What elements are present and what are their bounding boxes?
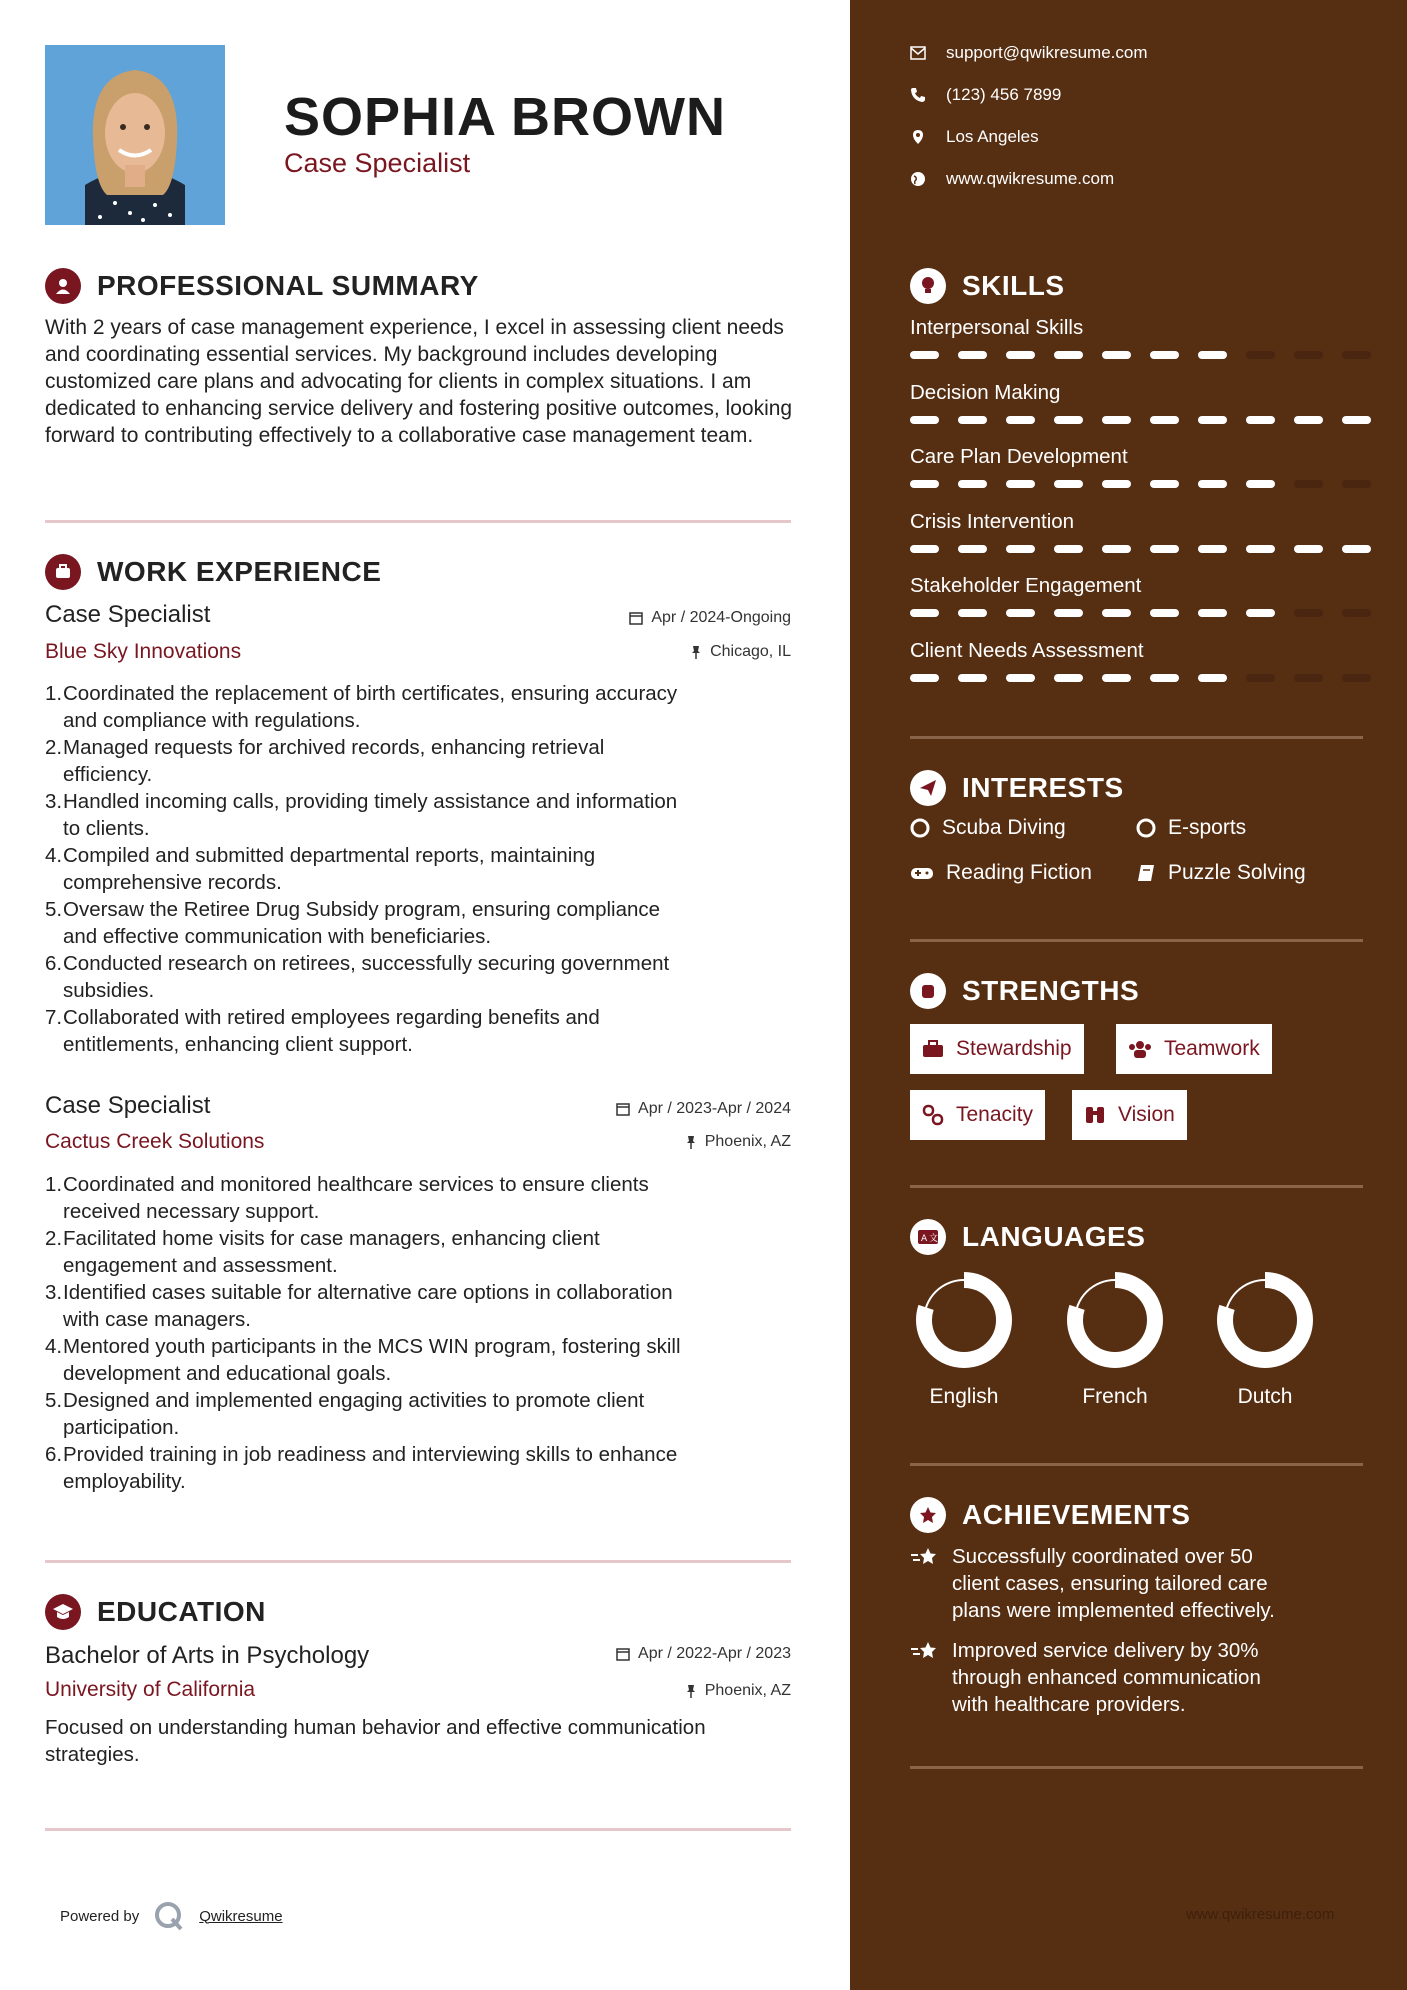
bullet-line: Facilitated home visits for case managers, enhancing client — [63, 1227, 600, 1250]
svg-text:文: 文 — [929, 1234, 939, 1244]
skill-dash — [1102, 480, 1131, 488]
skill-name: Stakeholder Engagement — [910, 574, 1142, 597]
sidebar-divider — [910, 1766, 1363, 1769]
contact-website[interactable] — [910, 169, 1114, 189]
bullet-line: Mentored youth participants in the MCS WIN program, fostering skill — [63, 1335, 681, 1358]
section-divider — [45, 1828, 791, 1831]
phone-icon — [910, 87, 926, 103]
strengths-title: STRENGTHS — [962, 975, 1140, 1006]
achievement-line: with healthcare providers. — [952, 1693, 1186, 1716]
bullet-line: employability. — [63, 1470, 186, 1493]
skill-name: Crisis Intervention — [910, 509, 1075, 533]
skill-dash — [1006, 545, 1035, 553]
bullet-line: participation. — [63, 1416, 180, 1439]
sidebar-divider — [910, 1185, 1363, 1188]
bullet-line: Designed and implemented engaging activities to promote client — [63, 1389, 645, 1412]
star-badge-icon — [910, 1497, 946, 1533]
skill-dash — [1006, 480, 1035, 488]
bullet-line: development and educational goals. — [63, 1362, 392, 1385]
language-progress-ring — [1065, 1270, 1165, 1370]
section-divider — [45, 1560, 791, 1563]
skill-dash — [958, 609, 987, 617]
bullet-line: Managed requests for archived records, enhancing retrieval — [63, 736, 605, 759]
bullet-line: Coordinated the replacement of birth certificates, ensuring accuracy — [63, 682, 678, 705]
achievement-line: Successfully coordinated over 50 — [952, 1545, 1253, 1568]
bullet-text — [63, 1225, 600, 1279]
skill-dash — [958, 545, 987, 553]
job-bullets — [45, 1171, 795, 1495]
bullet-text — [63, 1004, 600, 1058]
language-progress-ring — [1215, 1270, 1315, 1370]
job-bullet — [45, 734, 795, 788]
profile-photo — [45, 45, 225, 225]
skill-dash — [1054, 545, 1083, 553]
strength-tag — [910, 1090, 1045, 1140]
briefcase-icon — [922, 1040, 944, 1058]
education-description: Focused on understanding human behavior and effective communication strategies. — [45, 1716, 706, 1766]
skill-dash — [910, 609, 939, 617]
strength-label: Stewardship — [956, 1037, 1072, 1060]
envelope-icon — [910, 46, 926, 60]
achievement-line: Improved service delivery by 30% — [952, 1639, 1259, 1662]
bullet-number: 7. — [45, 1006, 63, 1029]
interest-item — [1136, 816, 1246, 840]
skill-dash — [1150, 674, 1179, 682]
skill-dash — [1150, 545, 1179, 553]
skill-dash — [1246, 545, 1275, 553]
gamepad-icon — [910, 865, 934, 881]
interests-title: INTERESTS — [962, 772, 1124, 803]
skill-dash — [1246, 351, 1275, 359]
skill-dash — [1294, 545, 1323, 553]
job-dates — [629, 609, 791, 627]
job-bullet — [45, 1333, 795, 1387]
skill-dash — [1246, 674, 1275, 682]
language-label: French — [1082, 1385, 1148, 1408]
job-company: Cactus Creek Solutions — [45, 1130, 265, 1153]
job-location — [690, 643, 791, 661]
powered-by — [60, 1900, 283, 1932]
skill-dash — [1102, 674, 1131, 682]
skill-level-bar — [910, 674, 1371, 682]
skill-dash — [1054, 674, 1083, 682]
bullet-text — [63, 1441, 677, 1495]
skill-dash — [1102, 351, 1131, 359]
languages-title: LANGUAGES — [962, 1221, 1146, 1252]
job-bullet — [45, 1171, 795, 1225]
skill-dash — [958, 480, 987, 488]
pin-icon — [690, 645, 702, 659]
life-ring-icon — [1136, 818, 1156, 838]
education-location-text: Phoenix, AZ — [704, 1682, 791, 1699]
interest-item — [1136, 861, 1306, 885]
job-location — [685, 1133, 791, 1151]
interests-heading — [910, 770, 1124, 806]
job-title: Case Specialist — [45, 601, 211, 628]
book-icon — [1136, 863, 1156, 883]
graduation-cap-icon — [45, 1594, 81, 1630]
skill-dash — [1054, 609, 1083, 617]
job-bullet — [45, 1225, 795, 1279]
skill-dash — [1054, 351, 1083, 359]
contact-location — [910, 127, 1039, 147]
footer-url: www.qwikresume.com — [1186, 1906, 1335, 1923]
skill-dash — [910, 416, 939, 424]
language-icon — [910, 1219, 946, 1255]
bullet-line: Compiled and submitted departmental reports, maintaining — [63, 844, 596, 867]
bullet-line: Handled incoming calls, providing timely assistance and information — [63, 790, 678, 813]
sidebar-divider — [910, 1463, 1363, 1466]
skill-dash — [1294, 416, 1323, 424]
skill-dash — [1150, 609, 1179, 617]
bullet-text — [63, 734, 604, 788]
bullet-line: Identified cases suitable for alternative care options in collaboration — [63, 1281, 673, 1304]
skill-dash — [958, 416, 987, 424]
bullet-number: 3. — [45, 790, 63, 813]
contact-phone-text: (123) 456 7899 — [946, 85, 1062, 104]
bullet-text — [63, 680, 677, 734]
interest-label: Puzzle Solving — [1168, 861, 1306, 884]
bullet-number: 5. — [45, 1389, 63, 1412]
skill-name: Decision Making — [910, 380, 1061, 404]
language-label: Dutch — [1237, 1385, 1293, 1408]
job-title: Case Specialist — [45, 1092, 211, 1119]
bullet-number: 3. — [45, 1281, 63, 1304]
bullet-line: Oversaw the Retiree Drug Subsidy program, ensuring compliance — [63, 898, 661, 921]
skill-dash — [910, 674, 939, 682]
bullet-number: 5. — [45, 898, 63, 921]
skill-name: Client Needs Assessment — [910, 638, 1144, 662]
strengths-heading — [910, 973, 1139, 1009]
skill-dash — [1006, 609, 1035, 617]
skill-dash — [958, 351, 987, 359]
education-dates — [616, 1645, 791, 1663]
achievement-line: through enhanced communication — [952, 1666, 1261, 1689]
calendar-icon — [616, 1102, 630, 1116]
globe-icon — [910, 171, 926, 187]
pin-icon — [685, 1135, 697, 1149]
summary-title: PROFESSIONAL SUMMARY — [97, 270, 479, 301]
language-item — [1055, 1270, 1175, 1409]
bullet-line: with case managers. — [63, 1308, 252, 1331]
skill-level-bar — [910, 609, 1371, 617]
skill-dash — [1198, 545, 1227, 553]
map-marker-icon — [910, 129, 926, 145]
experience-heading — [45, 554, 381, 590]
achievements-heading — [910, 1497, 1190, 1533]
powered-by-label: Powered by — [60, 1907, 140, 1925]
skill-dash — [1102, 609, 1131, 617]
bullet-text — [63, 896, 660, 950]
bullet-line: Collaborated with retired employees regarding benefits and — [63, 1006, 600, 1029]
bullet-text — [63, 1279, 673, 1333]
bullet-number: 1. — [45, 1173, 63, 1196]
skill-level-bar — [910, 351, 1371, 359]
job-bullet — [45, 680, 795, 734]
skill-dash — [1150, 480, 1179, 488]
shooting-star-icon — [910, 1546, 940, 1568]
interest-item — [910, 816, 1066, 840]
skill-dash — [1294, 480, 1323, 488]
contact-email[interactable] — [910, 43, 1148, 63]
skill-name: Care Plan Development — [910, 445, 1128, 468]
experience-title: WORK EXPERIENCE — [97, 556, 382, 587]
language-label: English — [929, 1385, 999, 1408]
bullet-text — [63, 788, 677, 842]
bullet-line: and compliance with regulations. — [63, 709, 361, 732]
skill-name: Interpersonal Skills — [910, 316, 1084, 339]
users-icon — [1128, 1040, 1152, 1058]
bullet-text — [63, 1171, 649, 1225]
skill-dash — [1246, 480, 1275, 488]
skill-dash — [1198, 416, 1227, 424]
bullet-number: 2. — [45, 1227, 63, 1250]
interest-label: Scuba Diving — [942, 816, 1066, 839]
bullet-number: 6. — [45, 952, 63, 975]
bullet-number: 4. — [45, 1335, 63, 1358]
contact-email-text: support@qwikresume.com — [946, 43, 1148, 62]
bullet-text — [63, 1387, 644, 1441]
job-bullet — [45, 950, 795, 1004]
language-item — [1205, 1270, 1325, 1409]
candidate-role: Case Specialist — [284, 148, 471, 178]
skill-level-bar — [910, 545, 1371, 553]
bullet-line: Coordinated and monitored healthcare services to ensure clients — [63, 1173, 649, 1196]
bullet-number: 1. — [45, 682, 63, 705]
skill-dash — [910, 351, 939, 359]
skill-dash — [1150, 416, 1179, 424]
bullet-number: 2. — [45, 736, 63, 759]
language-progress-ring — [914, 1270, 1014, 1370]
skill-dash — [958, 674, 987, 682]
skill-dash — [1342, 674, 1371, 682]
bullet-line: Provided training in job readiness and interviewing skills to enhance — [63, 1443, 678, 1466]
bullet-number: 6. — [45, 1443, 63, 1466]
user-icon — [45, 268, 81, 304]
skill-dash — [1342, 545, 1371, 553]
qwikresume-logo-icon — [153, 1900, 185, 1932]
skill-dash — [1102, 416, 1131, 424]
bullet-line: efficiency. — [63, 763, 153, 786]
education-heading — [45, 1594, 266, 1630]
bullet-text — [63, 842, 595, 896]
svg-text:A: A — [921, 1234, 928, 1244]
job-dates-text: Apr / 2023-Apr / 2024 — [638, 1100, 791, 1117]
link-icon — [922, 1104, 944, 1126]
skill-level-bar — [910, 480, 1371, 488]
strength-tag — [1072, 1090, 1187, 1140]
skill-dash — [1006, 351, 1035, 359]
bullet-line: to clients. — [63, 817, 150, 840]
sidebar-divider — [910, 939, 1363, 942]
skill-dash — [1342, 609, 1371, 617]
bullet-line: entitlements, enhancing client support. — [63, 1033, 413, 1056]
strength-label: Teamwork — [1164, 1037, 1260, 1060]
job-dates-text: Apr / 2024-Ongoing — [651, 609, 791, 626]
strength-label: Tenacity — [956, 1103, 1034, 1126]
bullet-line: engagement and assessment. — [63, 1254, 338, 1277]
education-title: EDUCATION — [97, 1596, 266, 1627]
job-dates — [616, 1100, 791, 1118]
skill-dash — [1102, 545, 1131, 553]
skill-dash — [1294, 609, 1323, 617]
strength-tag — [1116, 1024, 1272, 1074]
job-bullet — [45, 842, 795, 896]
bullet-line: and effective communication with beneficiaries. — [63, 925, 492, 948]
contact-website-text: www.qwikresume.com — [946, 169, 1115, 188]
skill-dash — [1054, 416, 1083, 424]
skill-dash — [910, 480, 939, 488]
skill-level-bar — [910, 416, 1371, 424]
bullet-line: subsidies. — [63, 979, 155, 1002]
contact-location-text: Los Angeles — [946, 127, 1039, 146]
interest-item — [910, 861, 1092, 885]
bullet-text — [63, 950, 669, 1004]
job-bullet — [45, 1279, 795, 1333]
bullet-line: received necessary support. — [63, 1200, 320, 1223]
calendar-icon — [629, 611, 643, 625]
fist-icon — [910, 973, 946, 1009]
interest-label: E-sports — [1168, 816, 1247, 839]
skill-dash — [1198, 351, 1227, 359]
paper-plane-icon — [910, 770, 946, 806]
school-name: University of California — [45, 1678, 256, 1701]
strength-tag — [910, 1024, 1084, 1074]
job-bullet — [45, 1004, 795, 1058]
bullet-line: comprehensive records. — [63, 871, 282, 894]
summary-text: With 2 years of case management experience, I excel in assessing client needs and coordinating essential services. My background includes developing customized care plans and advocating for clients in complex situations. I am dedicated to enhancing service delivery and fostering positive outcomes, looking forward to contributing effectively to a collaborative case management team. — [45, 316, 793, 447]
skill-dash — [1342, 480, 1371, 488]
job-company: Blue Sky Innovations — [45, 640, 242, 663]
lightbulb-icon — [910, 268, 946, 304]
calendar-icon — [616, 1647, 630, 1661]
language-item — [904, 1270, 1024, 1409]
contact-phone[interactable] — [910, 85, 1061, 105]
job-bullet — [45, 1441, 795, 1495]
strength-label: Vision — [1118, 1103, 1175, 1126]
skill-dash — [910, 545, 939, 553]
skill-dash — [1198, 480, 1227, 488]
section-divider — [45, 520, 791, 523]
skills-title: SKILLS — [962, 270, 1065, 301]
job-bullet — [45, 788, 795, 842]
skill-dash — [1342, 351, 1371, 359]
job-bullet — [45, 1387, 795, 1441]
skill-dash — [1246, 609, 1275, 617]
skill-dash — [1006, 674, 1035, 682]
job-location-text: Chicago, IL — [710, 643, 791, 660]
summary-heading — [45, 268, 479, 304]
interest-label: Reading Fiction — [946, 861, 1092, 884]
shooting-star-icon — [910, 1640, 940, 1662]
bullet-text — [63, 1333, 681, 1387]
bullet-line: Conducted research on retirees, successfully securing government — [63, 952, 670, 975]
achievements-title: ACHIEVEMENTS — [962, 1499, 1191, 1530]
sidebar-divider — [910, 736, 1363, 739]
achievement-item — [910, 1637, 1350, 1718]
achievement-line: client cases, ensuring tailored care — [952, 1572, 1268, 1595]
binoculars-icon — [1084, 1105, 1106, 1125]
pin-icon — [685, 1684, 697, 1698]
achievement-item — [910, 1543, 1350, 1624]
bullet-number: 4. — [45, 844, 63, 867]
job-bullet — [45, 896, 795, 950]
skill-dash — [1246, 416, 1275, 424]
skill-dash — [1054, 480, 1083, 488]
skills-heading — [910, 268, 1065, 304]
qwikresume-link[interactable]: Qwikresume — [199, 1907, 283, 1925]
languages-heading — [910, 1219, 1145, 1255]
degree-title: Bachelor of Arts in Psychology — [45, 1642, 370, 1669]
skill-dash — [1294, 674, 1323, 682]
education-location — [685, 1682, 791, 1700]
skill-dash — [1198, 609, 1227, 617]
candidate-name: SOPHIA BROWN — [284, 87, 726, 147]
briefcase-icon — [45, 554, 81, 590]
skill-dash — [1342, 416, 1371, 424]
achievement-line: plans were implemented effectively. — [952, 1599, 1275, 1622]
life-ring-icon — [910, 818, 930, 838]
education-dates-text: Apr / 2022-Apr / 2023 — [638, 1645, 791, 1662]
skill-dash — [1006, 416, 1035, 424]
skill-dash — [1294, 351, 1323, 359]
skill-dash — [1150, 351, 1179, 359]
job-location-text: Phoenix, AZ — [704, 1133, 791, 1150]
skill-dash — [1198, 674, 1227, 682]
job-bullets — [45, 680, 795, 1058]
